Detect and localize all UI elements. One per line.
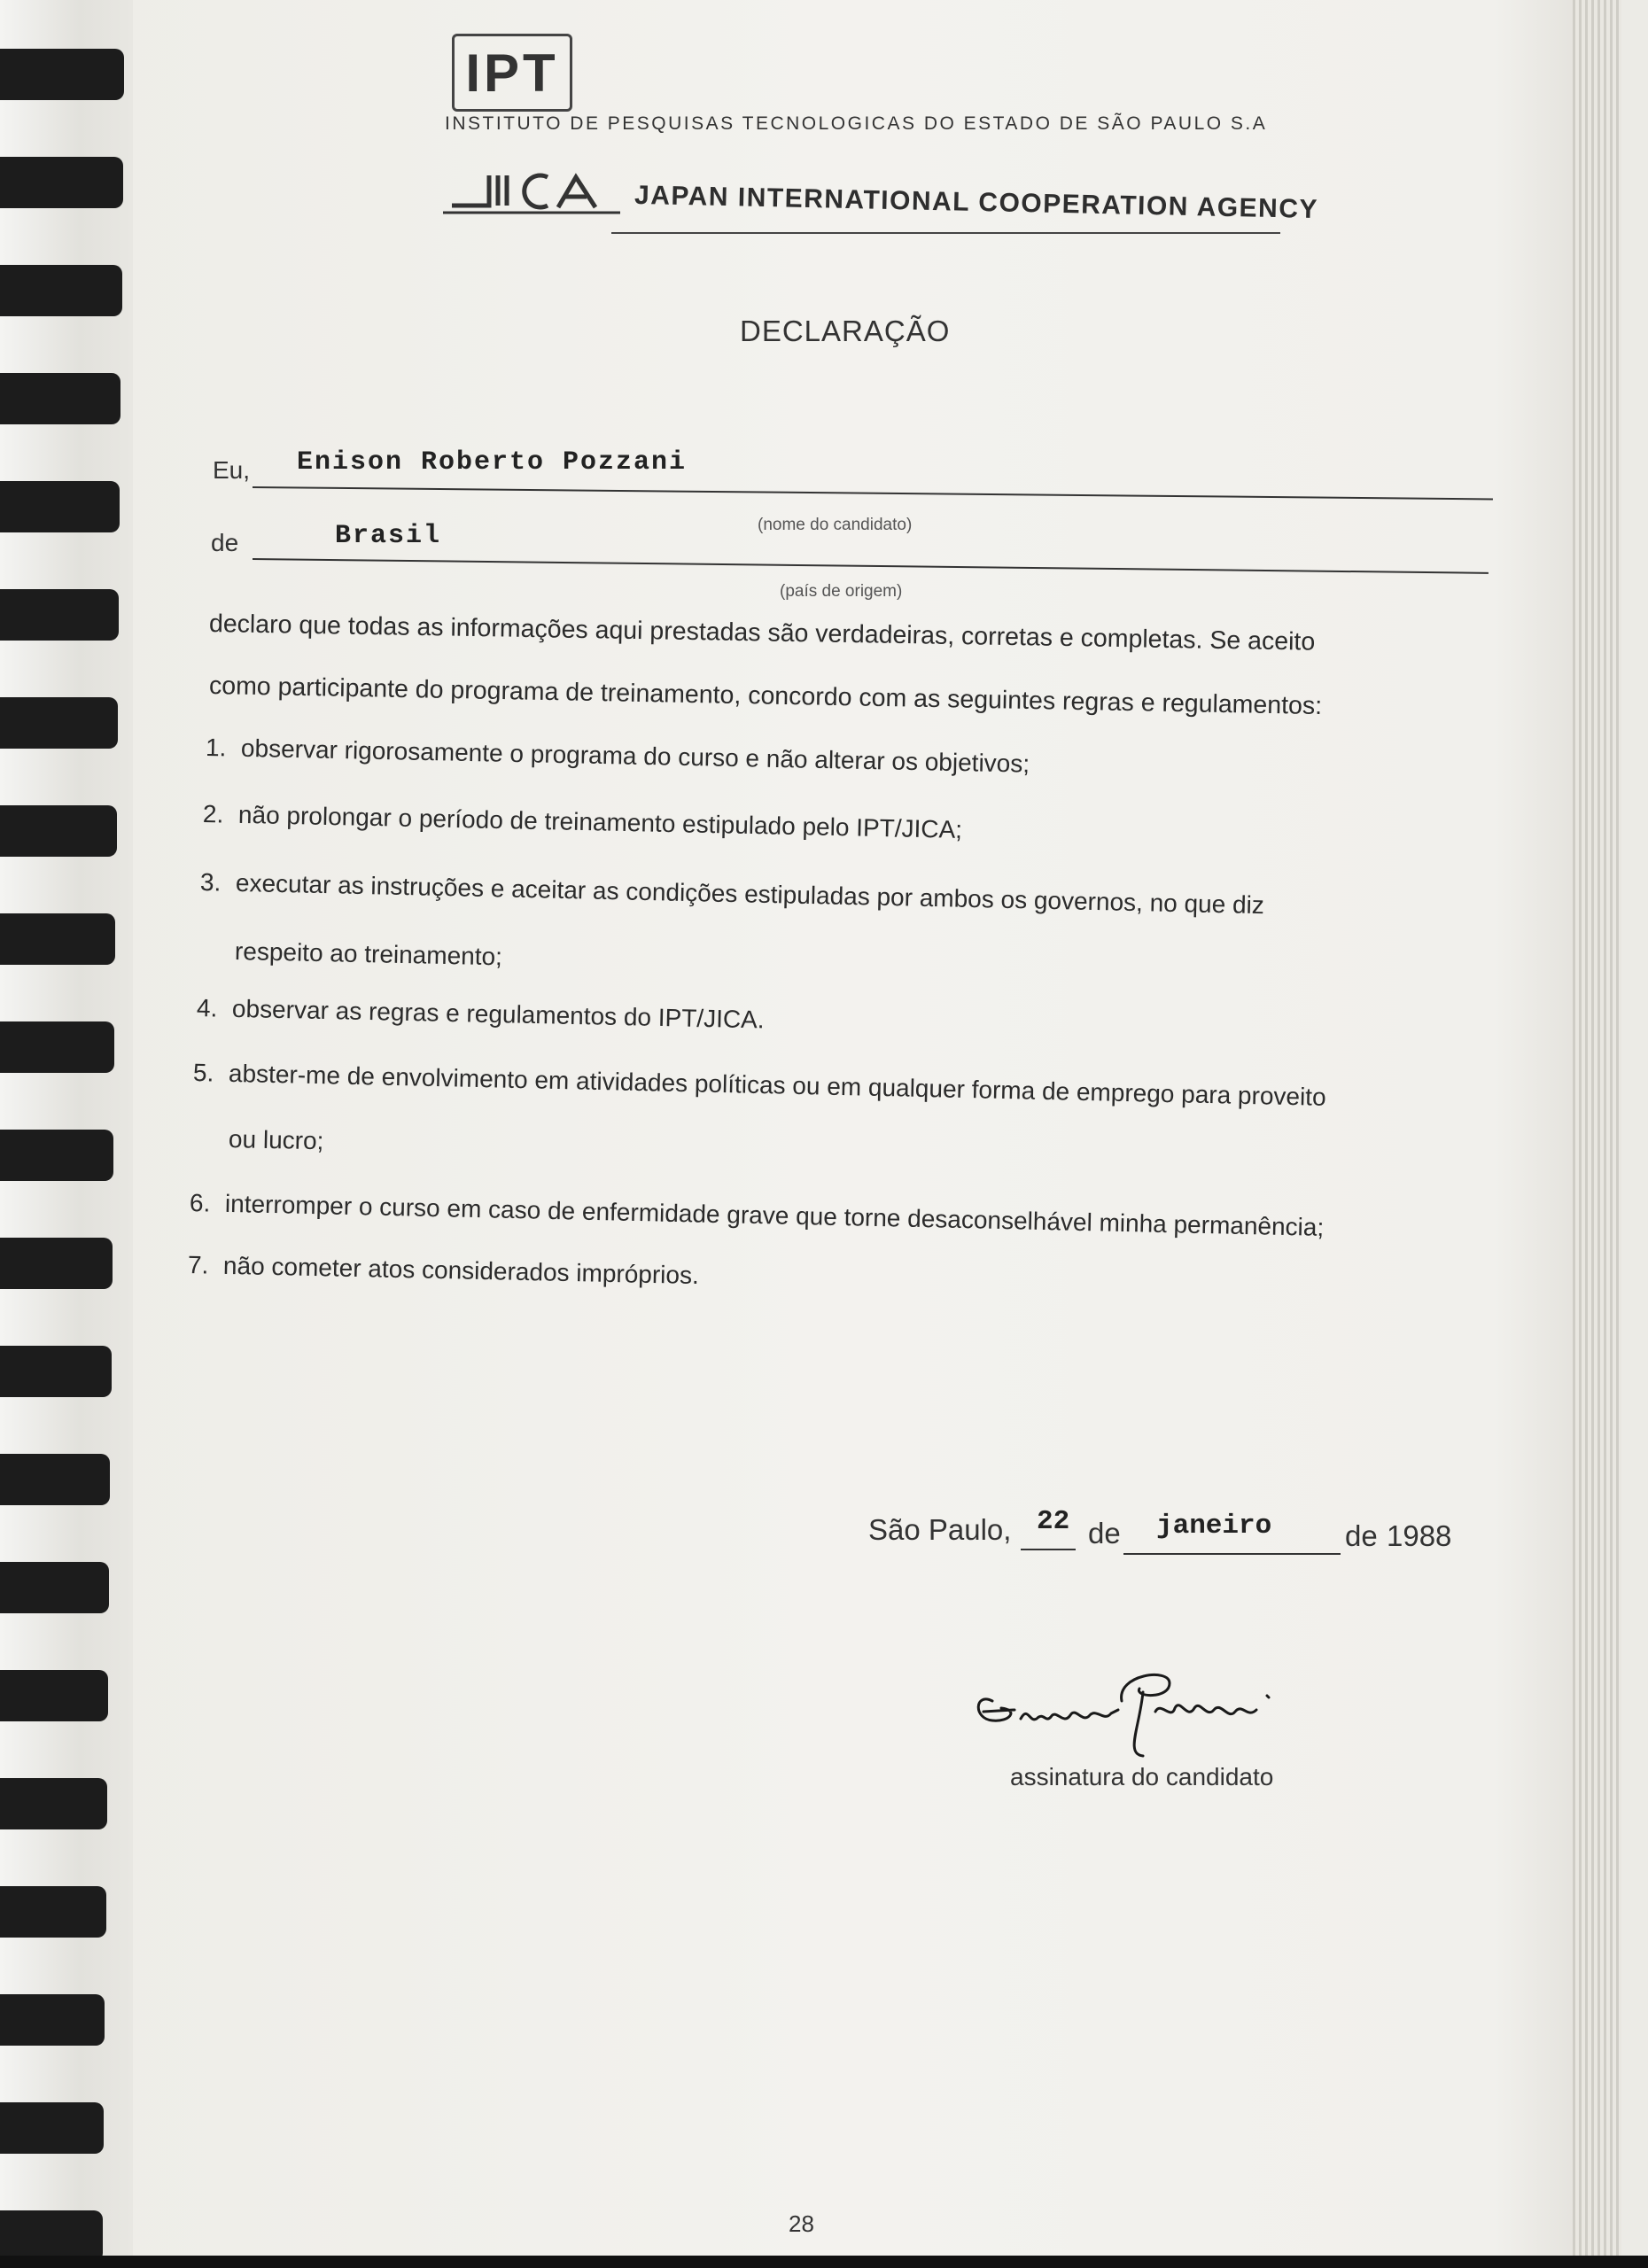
item-text: abster-me de envolvimento em atividades políticas ou em qualquer forma de emprego para proveito bbox=[228, 1059, 1326, 1111]
binding-ring bbox=[0, 1346, 112, 1397]
binding-ring bbox=[0, 265, 122, 316]
date-de-2: de bbox=[1345, 1519, 1378, 1552]
country-of-origin: Brasil bbox=[335, 521, 442, 551]
binding-ring bbox=[0, 697, 118, 749]
country-caption: (país de origem) bbox=[780, 582, 903, 601]
item-text: observar as regras e regulamentos do IPT/JICA. bbox=[231, 994, 765, 1034]
binding-ring bbox=[0, 1778, 107, 1829]
binding-ring bbox=[0, 589, 119, 641]
date-day: 22 bbox=[1037, 1506, 1070, 1537]
item-text: observar rigorosamente o programa do curso e não alterar os objetivos; bbox=[240, 734, 1030, 778]
item-number: 1. bbox=[205, 734, 227, 762]
page-stack-edge bbox=[1573, 0, 1621, 2268]
rule-item-3-continued: respeito ao treinamento; bbox=[234, 937, 503, 971]
item-number: 4. bbox=[196, 994, 218, 1022]
binding-ring bbox=[0, 1454, 110, 1505]
page-number: 28 bbox=[789, 2210, 814, 2237]
month-line bbox=[1123, 1553, 1341, 1555]
ipt-logo: IPT bbox=[452, 34, 572, 112]
declaration-line-1: declaro que todas as informações aqui prestadas são verdadeiras, corretas e completas. Se aceito bbox=[208, 610, 1316, 656]
country-label: de bbox=[211, 529, 239, 556]
binding-ring bbox=[0, 913, 115, 965]
institute-name: INSTITUTO DE PESQUISAS TECNOLOGICAS DO ESTADO DE SÃO PAULO S.A bbox=[445, 113, 1268, 134]
item-text: não prolongar o período de treinamento estipulado pelo IPT/JICA; bbox=[237, 800, 963, 843]
declaration-line-2: como participante do programa de treinamento, concordo com as seguintes regras e regulamentos: bbox=[208, 672, 1323, 721]
binding-ring bbox=[0, 1021, 114, 1073]
binding-ring bbox=[0, 805, 117, 857]
bottom-edge bbox=[0, 2256, 1648, 2268]
signature-caption: assinatura do candidato bbox=[1010, 1763, 1274, 1790]
date-month: janeiro bbox=[1156, 1511, 1272, 1542]
binding-ring bbox=[0, 157, 123, 208]
candidate-name: Enison Roberto Pozzani bbox=[297, 447, 688, 478]
date-de-1: de bbox=[1088, 1517, 1121, 1550]
item-number: 7. bbox=[187, 1251, 209, 1279]
binding-ring bbox=[0, 373, 120, 424]
binding-ring bbox=[0, 1994, 105, 2046]
item-number: 2. bbox=[202, 800, 224, 828]
agency-name: JAPAN INTERNATIONAL COOPERATION AGENCY bbox=[634, 180, 1319, 225]
item-number: 6. bbox=[189, 1189, 211, 1217]
binding-ring bbox=[0, 1238, 113, 1289]
rule-item-5-continued: ou lucro; bbox=[228, 1125, 324, 1155]
binding-ring bbox=[0, 1886, 106, 1938]
binding-ring bbox=[0, 1130, 113, 1181]
date-city: São Paulo, bbox=[868, 1513, 1012, 1546]
document-title: DECLARAÇÃO bbox=[740, 315, 951, 347]
item-number: 5. bbox=[192, 1059, 214, 1087]
item-text: executar as instruções e aceitar as condições estipuladas por ambos os governos, no que diz bbox=[235, 868, 1265, 920]
binding-ring bbox=[0, 1670, 108, 1721]
binding-ring bbox=[0, 481, 120, 532]
date-year: 1988 bbox=[1387, 1519, 1452, 1552]
header-rule bbox=[611, 232, 1280, 234]
jica-logo bbox=[443, 167, 620, 218]
binding-ring bbox=[0, 1562, 109, 1613]
binding-ring bbox=[0, 49, 124, 100]
item-number: 3. bbox=[199, 868, 222, 897]
name-label: Eu, bbox=[213, 456, 251, 484]
candidate-signature bbox=[966, 1657, 1320, 1763]
name-caption: (nome do candidato) bbox=[758, 516, 913, 534]
item-text: interromper o curso em caso de enfermidade grave que torne desaconselhável minha permanência; bbox=[224, 1189, 1325, 1241]
binding-ring bbox=[0, 2210, 103, 2262]
binding-ring bbox=[0, 2102, 104, 2154]
item-text: não cometer atos considerados impróprios. bbox=[222, 1251, 700, 1290]
day-line bbox=[1021, 1549, 1076, 1550]
